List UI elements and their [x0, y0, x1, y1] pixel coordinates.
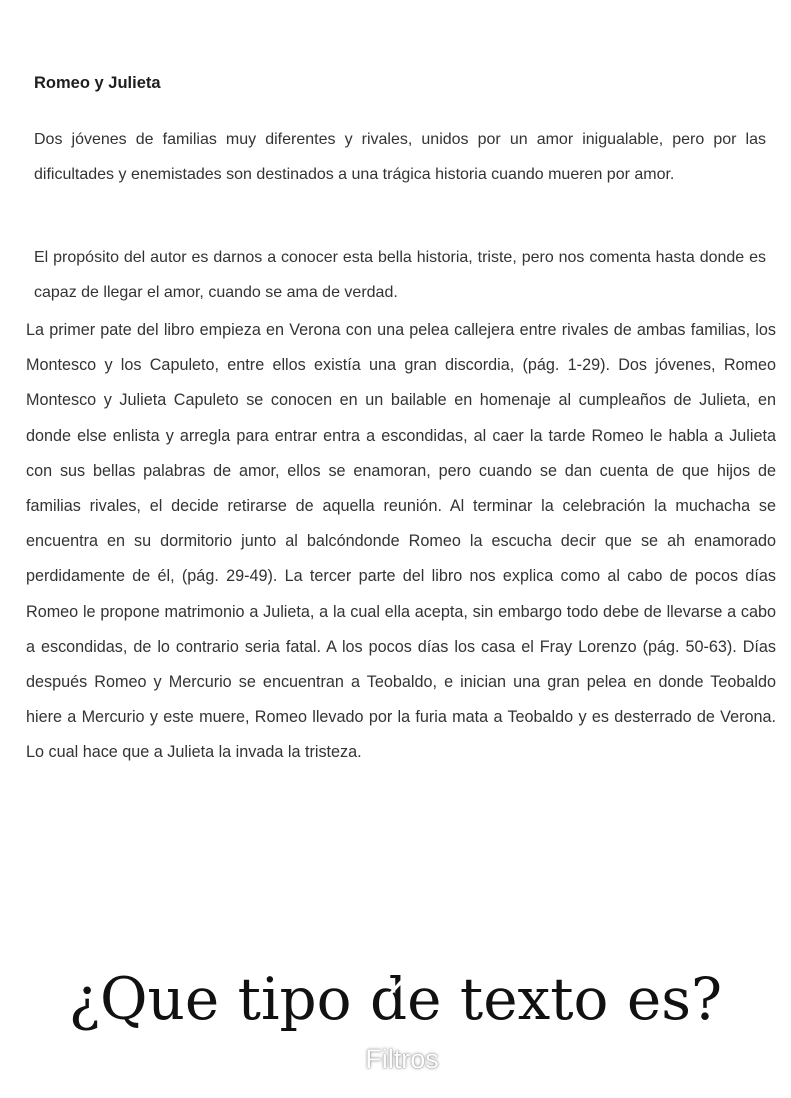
paragraph-summary: Dos jóvenes de familias muy diferentes y rivales, unidos por un amor inigualable, pero por las dificultades y enemistades son destinados a una trágica historia cuando mueren por amor.: [34, 131, 766, 183]
filters-button[interactable]: Filtros: [365, 1044, 439, 1074]
question-caption: ¿Que tipo de texto es?: [68, 965, 723, 1033]
document-title: Romeo y Julieta: [34, 74, 161, 92]
paragraph-purpose: El propósito del autor es darnos a conocer esta bella historia, triste, pero nos comenta hasta donde es capaz de llegar el amor, cuando se ama de verdad.: [34, 249, 766, 301]
chevron-up-icon[interactable]: [388, 977, 414, 997]
paragraph-plot: La primer pate del libro empieza en Verona con una pelea callejera entre rivales de ambas familias, los Montesco y los Capuleto, entre ellos existía una gran discordia, (pág. 1-29). Dos jóvenes, Romeo Montesco y Julieta Capuleto se conocen en un bailable en homenaje al cumpleaños de Julieta, en donde else enlista y arregla para entrar entra a escondidas, al caer la tarde Romeo le habla a Julieta con sus bellas palabras de amor, ellos se enamoran, pero cuando se dan cuenta de que hijos de familias rivales, el decide retirarse de aquella reunión. Al terminar la celebración la muchacha se encuentra en su dormitorio junto al balcóndonde Romeo la escucha decir que se ah enamorado perdidamente de él, (pág. 29-49). La tercer parte del libro nos explica como al cabo de pocos días Romeo le propone matrimonio a Julieta, a la cual ella acepta, sin embargo todo debe de llevarse a cabo a escondidas, de lo contrario seria fatal. A los pocos días los casa el Fray Lorenzo (pág. 50-63). Días después Romeo y Mercurio se encuentran a Teobaldo, e inician una gran pelea en donde Teobaldo hiere a Mercurio y este muere, Romeo llevado por la furia mata a Teobaldo y es desterrado de Verona. Lo cual hace que a Julieta la invada la tristeza.: [26, 321, 776, 762]
